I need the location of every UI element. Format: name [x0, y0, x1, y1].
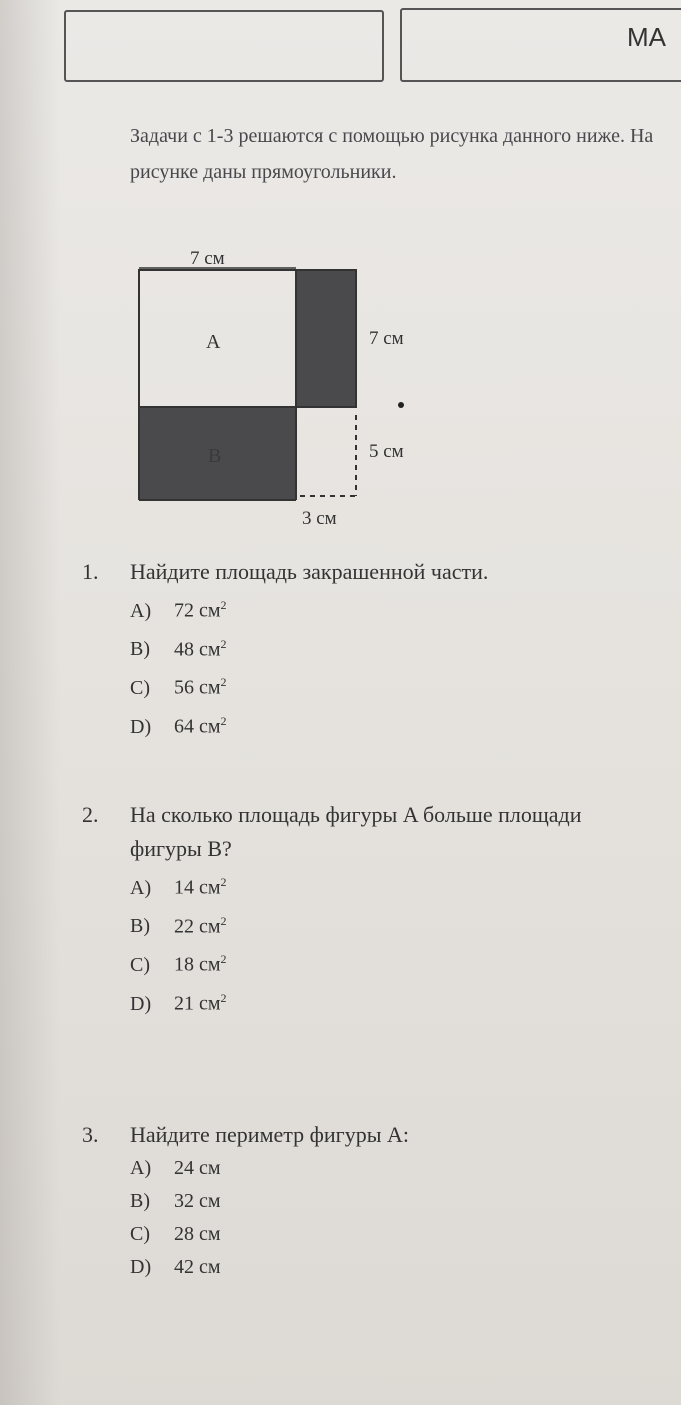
question-number: 3. — [82, 1122, 99, 1147]
question-number: 2. — [82, 802, 99, 827]
label-b: B — [208, 445, 222, 467]
label-bottom: 3 см — [302, 508, 337, 529]
option-c[interactable]: C) 28 см — [130, 1223, 221, 1245]
label-a: A — [206, 331, 221, 353]
question-3 — [82, 1118, 650, 1284]
answer-options — [130, 866, 650, 1021]
option-d[interactable]: D) 42 см — [130, 1256, 221, 1278]
option-c[interactable]: C) 18 $см^2$ — [130, 952, 227, 976]
question-text: Найдите площадь закрашенной части. — [130, 559, 489, 584]
option-b[interactable]: B) 22 $см^2$ — [130, 913, 227, 938]
question-text: Найдите периметр фигуры A: — [130, 1122, 409, 1147]
page-shadow — [0, 0, 60, 1405]
option-c[interactable]: C) 56 $см^2$ — [130, 675, 227, 699]
instructions-text: Задачи с 1-3 решаются с помощью рисунка данного ниже. На рисунке даны прямоугольники. — [130, 125, 654, 183]
shaded-rect-right — [296, 270, 356, 407]
option-d[interactable]: D) 21 $см^2$ — [130, 990, 227, 1015]
label-right-bottom: 5 см — [369, 441, 404, 462]
option-b[interactable]: B) 32 см — [130, 1190, 221, 1212]
label-top: 7 см — [190, 248, 225, 269]
question-2 — [82, 798, 650, 1021]
option-b[interactable]: B) 48 $см^2$ — [130, 636, 227, 661]
option-d[interactable]: D) 64 $см^2$ — [130, 713, 227, 738]
option-a[interactable]: A) 14 $см^2$ — [130, 875, 227, 899]
rectangles-figure — [0, 240, 681, 540]
option-a[interactable]: A) 72 $см^2$ — [130, 598, 227, 622]
option-a[interactable]: A) 24 см — [130, 1157, 221, 1179]
pen-dot — [398, 402, 404, 408]
answer-options — [130, 1152, 650, 1284]
question-text: На сколько площадь фигуры A больше площади фигуры B? — [130, 802, 582, 861]
question-number: 1. — [82, 559, 99, 584]
subject-label: МА — [627, 22, 666, 52]
name-field-box — [64, 10, 384, 82]
label-right-top: 7 см — [369, 328, 404, 349]
answer-options — [130, 589, 650, 744]
question-1 — [82, 555, 650, 744]
